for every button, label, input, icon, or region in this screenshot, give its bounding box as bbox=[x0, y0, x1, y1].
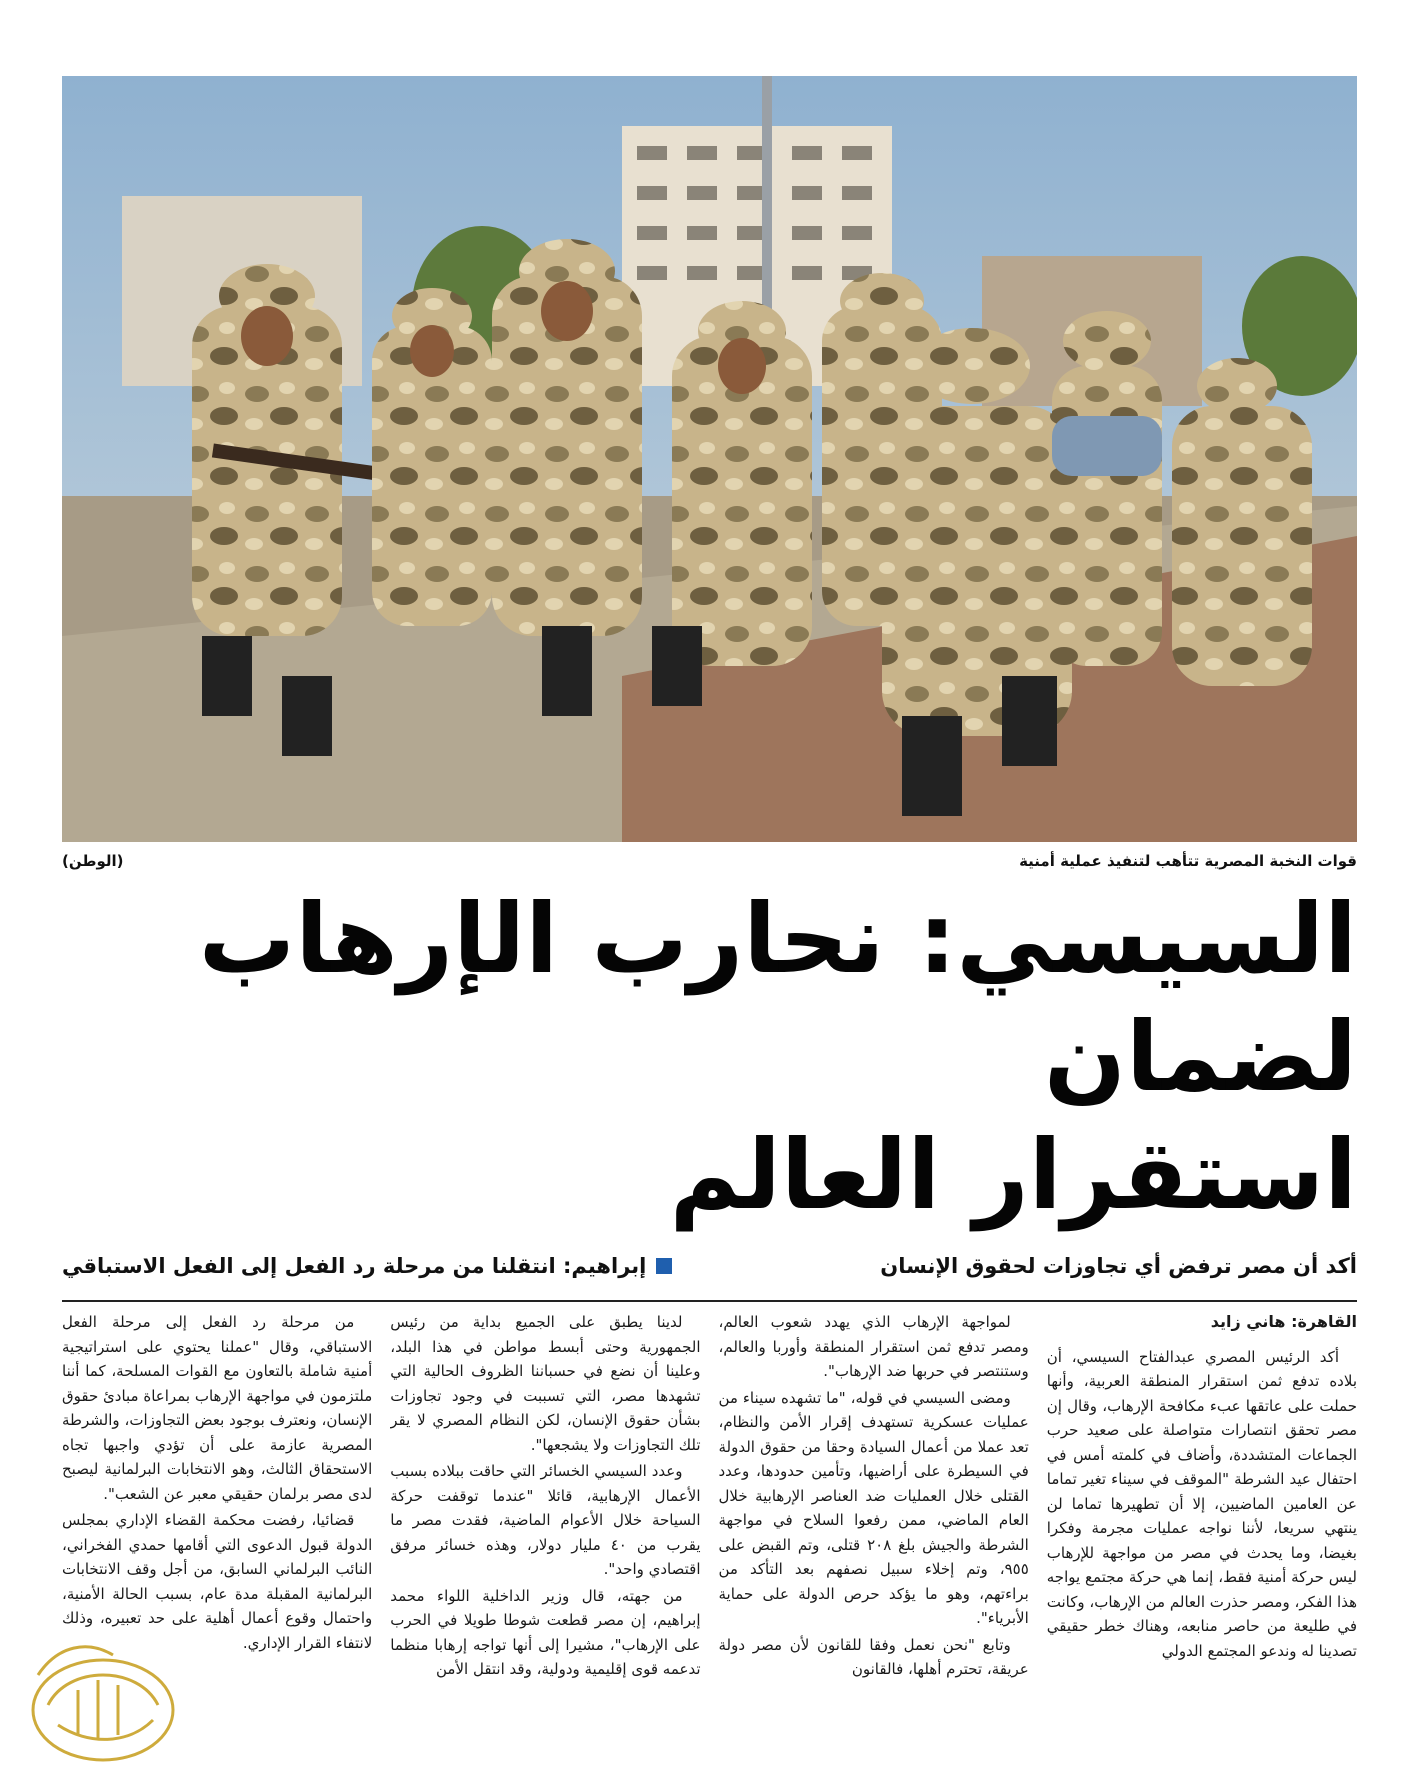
paragraph: قضائيا، رفضت محكمة القضاء الإداري بمجلس الدولة قبول الدعوى التي أقامها حمدي الفخراني، النائب البرلماني السابق، من أجل وقف الانتخابات البرلمانية المقبلة مدة عام، بسبب الحالة الأمنية، واحتمال وقوع أعمال أهلية على حد تعبيره، وذلك لانتفاء القرار الإداري. bbox=[62, 1511, 373, 1652]
bullet-square-icon bbox=[656, 1258, 672, 1274]
paragraph: من جهته، قال وزير الداخلية اللواء محمد إبراهيم، إن مصر قطعت شوطا طويلا في الحرب على الإرهاب"، مشيرا إلى أنها تواجه إرهابا منظما تدعمه قوى إقليمية ودولية، وقد انتقل الأمن bbox=[390, 1586, 701, 1678]
photo-caption bbox=[62, 848, 1357, 878]
paragraph: ومضى السيسي في قوله، "ما تشهده سيناء من عمليات عسكرية تستهدف إقرار الأمن والنظام، تعد عملا من أعمال السيادة وحقا من حقوق الدولة في السيطرة على أراضيها، وتأمين حدودها، وعدد القتلى خلال العمليات ضد العناصر الإرهابية خلال العام الماضي، ممن رفعوا السلاح في مواجهة الشرطة والجيش بلغ ٢٠٨ قتلى، وتم القبض على ٩٥٥، وتم إخلاء سبيل نصفهم بعد التأكد من براءتهم، وهو ما يؤكد حرص الدولة على حماية الأبرياء". bbox=[718, 1388, 1029, 1627]
article-body bbox=[62, 1310, 1357, 1772]
paragraph: لمواجهة الإرهاب الذي يهدد شعوب العالم، ومصر تدفع ثمن استقرار المنطقة وأوربا والعالم، وستنتصر في حربها ضد الإرهاب". bbox=[718, 1313, 1029, 1380]
paragraph: وعدد السيسي الخسائر التي حاقت ببلاده بسبب الأعمال الإرهابية، قائلا "عندما توقفت حركة السياحة خلال الأعوام الماضية، فقدت مصر ما يقرب من ٤٠ مليار دولار، وهذه خسائر مرفق اقتصادي واحد". bbox=[390, 1462, 701, 1578]
article-column-3 bbox=[390, 1310, 700, 1772]
subhead-left-text: إبراهيم: انتقلنا من مرحلة رد الفعل إلى الفعل الاستباقي bbox=[62, 1254, 647, 1278]
news-photo bbox=[62, 76, 1357, 842]
article-column-1 bbox=[1047, 1310, 1357, 1772]
headline-line-1: السيسي: نحارب الإرهاب لضمان bbox=[198, 883, 1357, 1113]
article-column-2 bbox=[719, 1310, 1029, 1772]
photo-credit: (الوطن) bbox=[62, 852, 124, 870]
subheads bbox=[62, 1248, 1357, 1288]
headline-line-2: استقرار العالم bbox=[669, 1119, 1357, 1231]
paragraph: لدينا يطبق على الجميع بداية من رئيس الجمهورية وحتى أبسط مواطن في هذا البلد، وعلينا أن نضع في حسباننا الظروف الحالية التي تشهدها مصر، التي تسببت في وجود تجاوزات بشأن حقوق الإنسان، لكن النظام المصري لا يقر تلك التجاوزات ولا يشجعها". bbox=[390, 1313, 701, 1454]
headline bbox=[62, 880, 1357, 1234]
paragraph: من مرحلة رد الفعل إلى مرحلة الفعل الاستباقي، وقال "عملنا يحتوي على استراتيجية أمنية شاملة بالتعاون مع القوات المسلحة، كما أننا ملتزمون في مواجهة الإرهاب بمراعاة مبادئ حقوق الإنسان، ونعترف بوجود بعض التجاوزات، والشرطة المصرية عازمة على أن تؤدي واجبها تجاه الاستحقاق الثالث، وهو الانتخابات البرلمانية ليصبح لدى مصر برلمان حقيقي معبر عن الشعب". bbox=[62, 1313, 373, 1503]
caption-text: قوات النخبة المصرية تتأهب لتنفيذ عملية أمنية bbox=[1019, 852, 1357, 870]
divider bbox=[62, 1300, 1357, 1302]
paragraph: أكد الرئيس المصري عبدالفتاح السيسي، أن بلاده تدفع ثمن استقرار المنطقة العربية، وأنها حملت على عاتقها عبء مكافحة الإرهاب، وقال إن مصر تحقق انتصارات متواصلة على صعيد حرب الجماعات المتشددة، وأضاف في كلمته أمس في احتفال عيد الشرطة "الموقف في سيناء تغير تماما عن العامين الماضيين، إلا أن تطهيرها تماما لن ينتهي سريعا، لأننا نواجه عمليات مجرمة وفكرا بغيضا، وما يحدث في مصر من مواجهة للإرهاب ليس حركة أمنية فقط، إنما هي حركة مجتمع يواجه هذا الفكر، ومصر حذرت العالم من الإرهاب، وكانت في طليعة من حاصر منابعه، وهناك خطر حقيقي تصدينا له وندعو المجتمع الدولي bbox=[1046, 1347, 1357, 1660]
soldiers-photo-icon bbox=[62, 76, 1357, 842]
paragraph: وتابع "نحن نعمل وفقا للقانون لأن مصر دولة عريقة، تحترم أهلها، فالقانون bbox=[718, 1635, 1029, 1678]
byline: القاهرة: هاني زايد bbox=[1210, 1312, 1357, 1331]
subhead-right: أكد أن مصر ترفض أي تجاوزات لحقوق الإنسان bbox=[880, 1254, 1357, 1278]
subhead-left bbox=[62, 1254, 672, 1278]
article-column-4 bbox=[62, 1310, 372, 1772]
